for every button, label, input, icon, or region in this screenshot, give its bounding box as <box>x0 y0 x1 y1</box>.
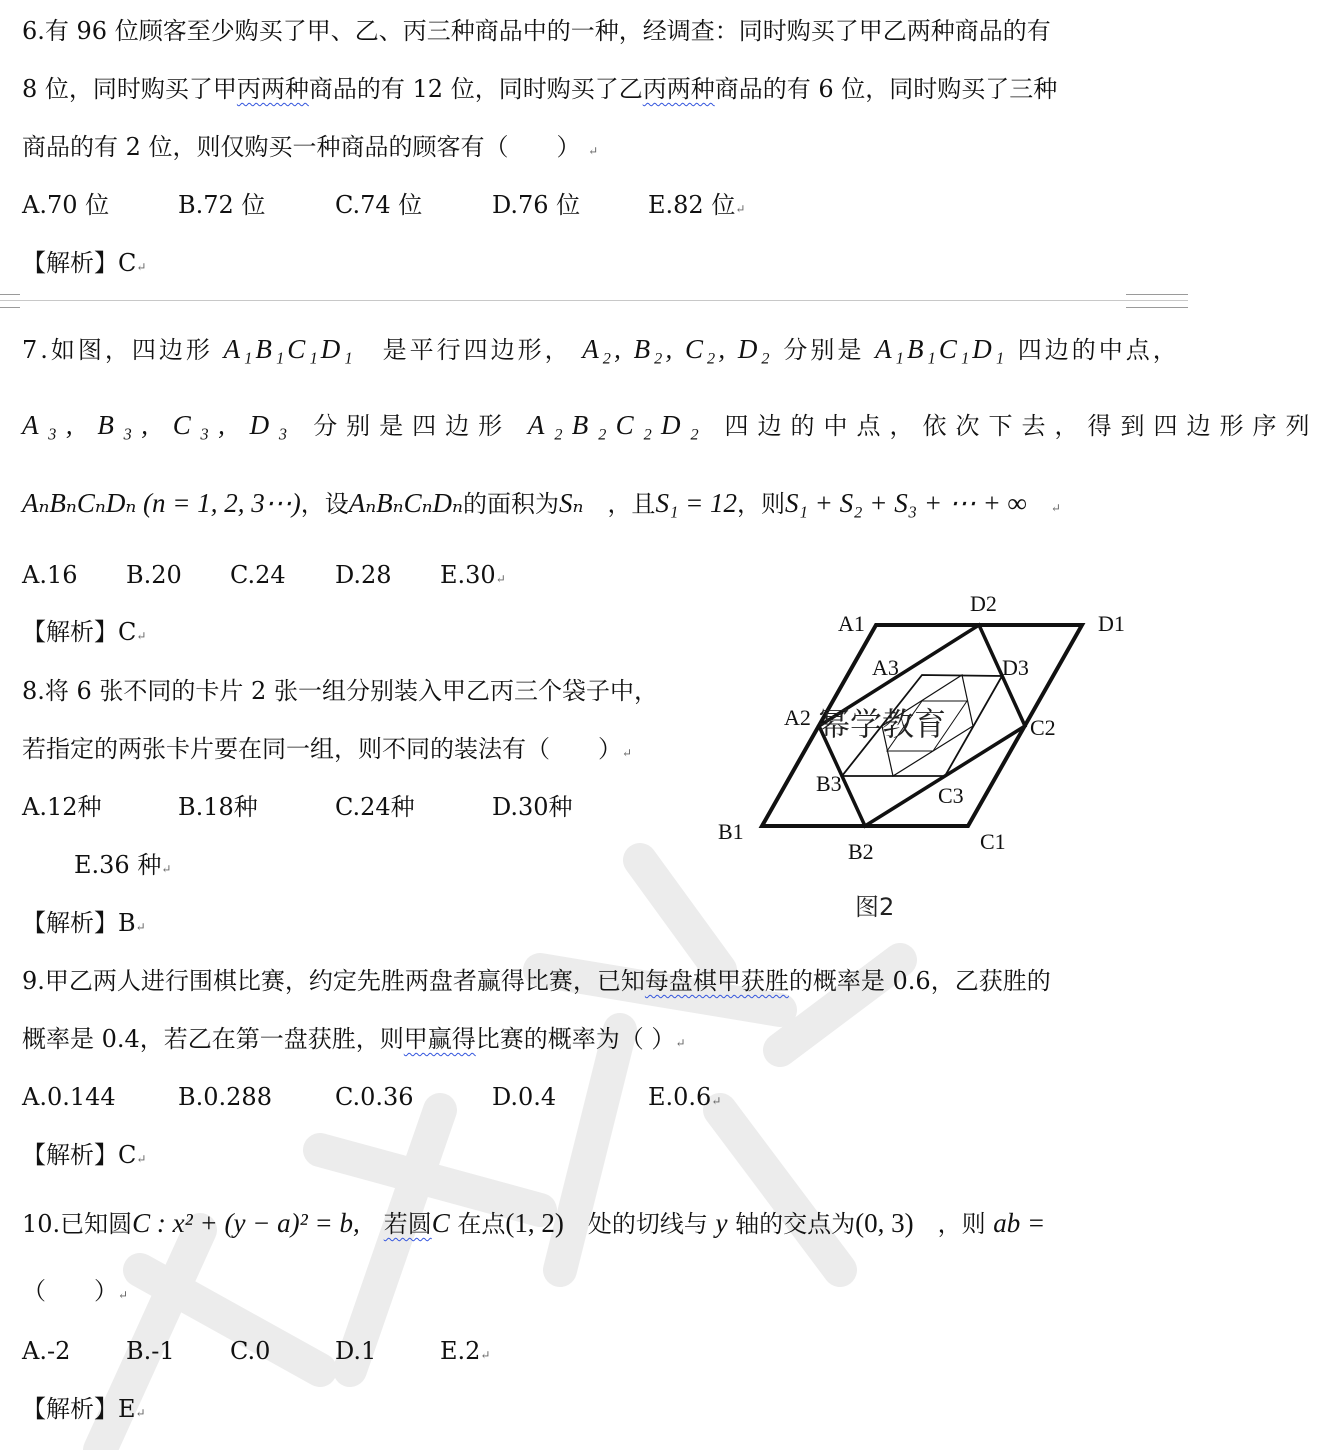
q9-option-b: B.0.288 <box>178 1083 272 1111</box>
q9-line1: 9.甲乙两人进行围棋比赛，约定先胜两盘者赢得比赛，已知每盘棋甲获胜的概率是 0.6，乙获胜的 <box>22 967 1051 995</box>
q9-option-c: C.0.36 <box>335 1083 414 1111</box>
q7-option-b: B.20 <box>126 561 182 589</box>
q7-line2: A₃, B₃, C₃, D₃ 分别是四边形 A₂B₂C₂D₂ 四边的中点，依次下去，得到四边形序列 <box>22 410 1319 440</box>
q8-line1: 8.将 6 张不同的卡片 2 张一组分别装入甲乙丙三个袋子中， <box>22 677 658 705</box>
label-a3: A3 <box>872 655 899 680</box>
q6-option-b: B.72 位 <box>178 191 266 219</box>
label-a1: A1 <box>838 611 865 636</box>
q7-option-a: A.16 <box>22 561 78 589</box>
figure-nested-parallelograms <box>700 585 1140 925</box>
q7-line3: AₙBₙCₙDₙ (n = 1, 2, 3⋯)，设AₙBₙCₙDₙ的面积为Sₙ ，且S₁ = 12，则S₁ + S₂ + S₃ + ⋯ + ∞ ↵ <box>22 488 1061 518</box>
q7-answer: 【解析】C↵ <box>22 618 147 646</box>
label-b2: B2 <box>848 839 874 864</box>
q9-option-e: E.0.6↵ <box>648 1083 722 1111</box>
label-a2: A2 <box>784 705 811 730</box>
q10-option-e: E.2↵ <box>440 1337 491 1365</box>
label-d2: D2 <box>970 591 997 616</box>
label-d1: D1 <box>1098 611 1125 636</box>
label-c3: C3 <box>938 783 964 808</box>
q10-option-b: B.-1 <box>126 1337 175 1365</box>
q9-option-a: A.0.144 <box>22 1083 116 1111</box>
q10-option-c: C.0 <box>230 1337 271 1365</box>
q10-answer: 【解析】E↵ <box>22 1395 146 1423</box>
label-b1: B1 <box>718 819 744 844</box>
q6-answer: 【解析】C↵ <box>22 249 147 277</box>
label-b3: B3 <box>816 771 842 796</box>
q8-option-a: A.12种 <box>22 793 102 821</box>
q7-line1: 7.如图，四边形 A₁B₁C₁D₁ 是平行四边形， A₂, B₂, C₂, D₂ 分别是 A₁B₁C₁D₁ 四边的中点， <box>22 334 1180 364</box>
label-c1: C1 <box>980 829 1006 854</box>
q8-option-e: E.36 种↵ <box>74 851 172 879</box>
q8-option-d: D.30种 <box>492 793 573 821</box>
q7-option-d: D.28 <box>335 561 392 589</box>
q10-line1: 10.已知圆C : x² + (y − a)² = b, 若圆C 在点(1, 2) 处的切线与 y 轴的交点为(0, 3) ，则 ab = <box>22 1208 1046 1238</box>
q8-option-c: C.24种 <box>335 793 415 821</box>
q9-answer: 【解析】C↵ <box>22 1141 147 1169</box>
q10-line2: （ ）↵ <box>22 1277 129 1305</box>
q6-option-c: C.74 位 <box>335 191 423 219</box>
q6-option-e: E.82 位↵ <box>648 191 746 219</box>
label-c2: C2 <box>1030 715 1056 740</box>
q7-option-c: C.24 <box>230 561 286 589</box>
page-break-marker-right <box>1126 294 1188 308</box>
q7-option-e: E.30↵ <box>440 561 506 589</box>
q10-option-a: A.-2 <box>22 1337 71 1365</box>
q9-option-d: D.0.4 <box>492 1083 557 1111</box>
q6-line2: 8 位，同时购买了甲丙两种商品的有 12 位，同时购买了乙丙两种商品的有 6 位，同时购买了三种 <box>22 75 1058 103</box>
q6-option-a: A.70 位 <box>22 191 110 219</box>
q8-line2: 若指定的两张卡片要在同一组，则不同的装法有（ ）↵ <box>22 735 633 763</box>
q8-answer: 【解析】B↵ <box>22 909 146 937</box>
q8-option-b: B.18种 <box>178 793 258 821</box>
label-d3: D3 <box>1002 655 1029 680</box>
page-break-line <box>0 300 1188 303</box>
q6-option-d: D.76 位 <box>492 191 581 219</box>
page-break-marker-left <box>0 294 20 308</box>
q6-line3: 商品的有 2 位，则仅购买一种商品的顾客有（ ） ↵ <box>22 133 599 161</box>
figure-caption: 图2 <box>855 893 895 921</box>
q6-line1: 6.有 96 位顾客至少购买了甲、乙、丙三种商品中的一种，经调查：同时购买了甲乙两种商品的有 <box>22 17 1051 45</box>
figure-watermark-text: 幂学教育 <box>818 705 947 743</box>
q9-line2: 概率是 0.4，若乙在第一盘获胜，则甲赢得比赛的概率为（ ）↵ <box>22 1025 686 1053</box>
q10-option-d: D.1 <box>335 1337 377 1365</box>
